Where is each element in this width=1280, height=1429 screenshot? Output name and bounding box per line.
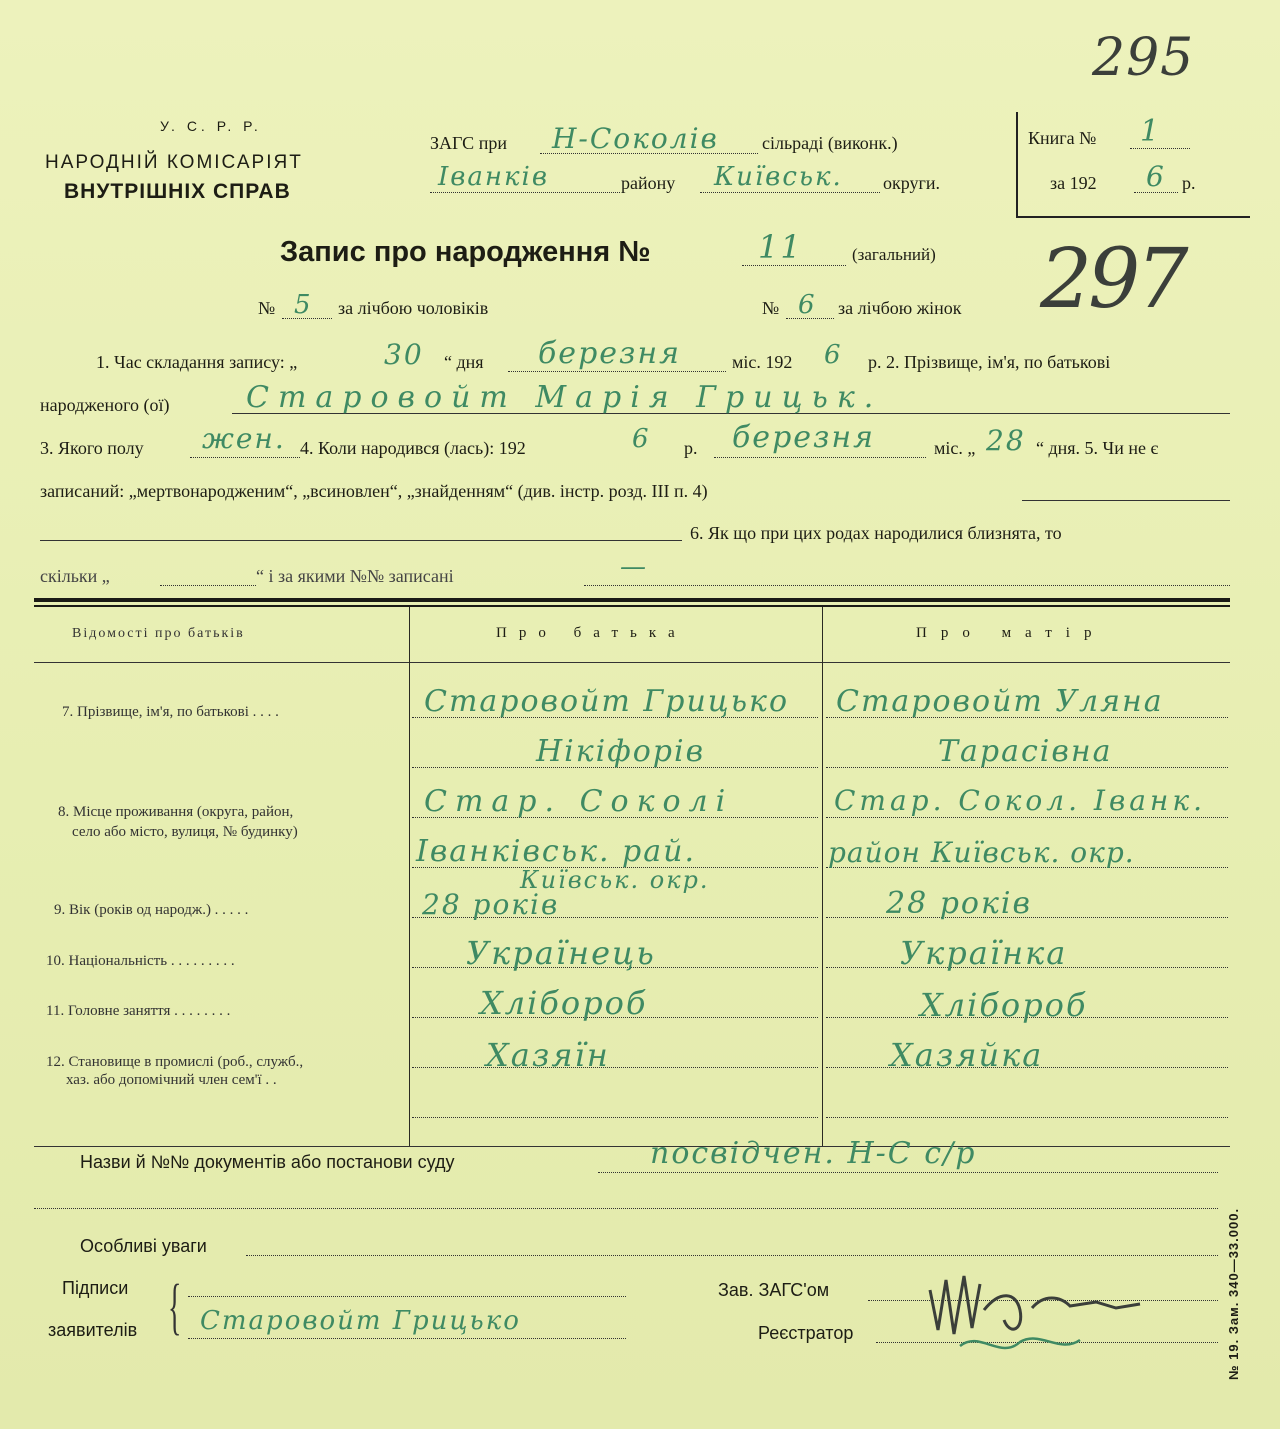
applicant-signature-handwritten: Старовойт Грицько [200,1306,521,1336]
entry-month-handwritten: березня [538,336,682,371]
men-count-handwritten: 5 [294,290,313,320]
mother-occupation-handwritten: Хлібороб [920,986,1088,1024]
entry-month-line [508,371,726,372]
record-stamp-number-handwritten: 297 [1040,232,1185,327]
special-notes-label: Особливі уваги [80,1236,207,1256]
table-top-rule [34,598,1230,602]
twins-count-line [160,585,256,586]
father-patronymic-handwritten: Нікіфорів [536,734,706,769]
official-signature-mark [920,1250,1160,1370]
book-year-handwritten: 6 [1146,160,1166,193]
newborn-label: народженого (ої) [40,395,170,415]
zags-okrug-label: округи. [883,173,941,193]
zags-council-label: сільраді (виконк.) [762,133,898,153]
mother-residence-1-handwritten: Стар. Сокол. Іванк. [834,784,1206,817]
women-count-prefix: № [762,298,780,318]
table-divider-2 [822,607,823,1147]
book-year-prefix: за 192 [1050,173,1097,193]
documents-label: Назви й №№ документів або постанови суду [80,1152,455,1172]
father-nationality-handwritten: Українець [466,934,656,972]
twins-question-label: 6. Як що при цих родах народилися близнята, то [690,523,1062,543]
birth-month-line [714,457,926,458]
men-count-prefix: № [258,298,276,318]
zags-okrug-handwritten: Київськ. [714,162,843,192]
signature-brace: { [168,1273,182,1341]
birth-year-suffix: р. [684,438,698,458]
record-title: Запис про народження № [280,236,651,268]
row-label-name: 7. Прізвище, ім'я, по батькові . . . . [62,704,279,720]
zags-district-handwritten: Іванків [438,162,550,192]
father-occupation-handwritten: Хлібороб [480,984,648,1022]
print-code: № 19. Зам. 340—33.000. [1226,1207,1241,1380]
col-info-header: Відомості про батьків [72,626,245,641]
table-top-rule-2 [34,605,1230,607]
father-line-9 [412,1117,818,1118]
zags-village-handwritten: Н-Соколів [552,122,719,155]
ministry-label: ВНУТРІШНІХ СПРАВ [64,180,291,203]
stillborn-options-label: записаний: „мертвонародженим“, „всиновлен“, „знайденням“ (див. інстр. розд. III п. 4) [40,481,708,501]
row-label-residence-2: село або місто, вулиця, № будинку) [72,824,298,840]
col-father-header: Про батька [496,625,687,641]
father-residence-2-handwritten: Іванківськ. рай. [416,834,696,869]
documents-line [598,1172,1218,1173]
applicant-signature-line-2 [188,1338,626,1339]
archive-number: 295 [1092,28,1195,88]
table-bottom-rule [34,1146,1230,1147]
applicants-label: заявителів [48,1320,138,1340]
mother-line-9 [826,1117,1228,1118]
twins-numbers-handwritten: — [620,552,648,582]
entry-date-label: 1. Час складання запису: „ [96,352,298,372]
row-label-occupation: 11. Головне заняття . . . . . . . . [46,1003,231,1019]
record-number-handwritten: 11 [758,228,803,266]
mother-patronymic-handwritten: Тарасівна [938,734,1113,769]
birth-year-handwritten: 6 [632,424,651,454]
twins-numbers-label: “ і за якими №№ записані [256,566,454,586]
signatures-label: Підписи [62,1278,129,1298]
entry-day-suffix: “ дня [444,352,484,372]
registrar-label: Реєстратор [758,1323,854,1343]
mother-line-3 [826,817,1228,818]
women-count-handwritten: 6 [798,290,817,320]
row-label-position-1: 12. Становище в промислі (роб., служб., [46,1054,304,1070]
stillborn-answer-line-2 [40,540,682,541]
father-name-handwritten: Старовойт Грицько [424,684,790,719]
mother-age-handwritten: 28 років [886,886,1032,921]
birth-day-handwritten: 28 [986,424,1026,457]
twins-numbers-line [584,585,1230,586]
newborn-name-handwritten: Старовойт Марія Грицьк. [246,380,883,415]
mother-nationality-handwritten: Українка [900,934,1068,972]
men-count-label: за лічбою чоловіків [338,298,489,318]
commissariat-label: НАРОДНІЙ КОМІСАРІЯТ [45,152,303,173]
birth-date-label: 4. Коли народився (лась): 192 [300,438,526,458]
entry-day-handwritten: 30 [384,338,424,371]
birth-day-prefix: міс. „ [934,438,976,458]
stillborn-answer-line [1022,500,1230,501]
zags-prefix: ЗАГС при [430,133,507,153]
sex-handwritten: жен. [202,422,286,455]
father-residence-3-handwritten: Київськ. окр. [520,866,710,894]
row-label-residence-1: 8. Місце проживання (округа, район, [58,804,294,820]
record-title-suffix: (загальний) [852,245,936,264]
father-age-handwritten: 28 років [422,888,560,921]
father-position-handwritten: Хазяїн [486,1036,610,1074]
zags-head-label: Зав. ЗАГС'ом [718,1280,830,1300]
row-label-nationality: 10. Національність . . . . . . . . . [46,953,235,969]
row-label-age: 9. Вік (років од народж.) . . . . . [54,902,249,918]
entry-year-label: міс. 192 [732,352,793,372]
col-mother-header: Про матір [916,625,1106,641]
twins-count-label: скільки „ [40,566,110,586]
sex-line [190,457,300,458]
stillborn-question-label: “ дня. 5. Чи не є [1036,438,1159,458]
ussr-label: У. С. Р. Р. [160,118,262,134]
father-residence-1-handwritten: Стар. Соколі [424,784,734,819]
book-number-handwritten: 1 [1140,114,1162,149]
applicant-signature-line-1 [188,1296,626,1297]
documents-handwritten: посвідчен. Н-С с/р [650,1136,977,1171]
name-field-label: р. 2. Прізвище, ім'я, по батькові [868,352,1111,372]
row-label-position-2: хаз. або допомічний член сем'ї . . [66,1072,277,1088]
zags-district-label: району [621,173,676,193]
entry-year-handwritten: 6 [824,340,843,370]
documents-line-2 [34,1208,1218,1209]
mother-name-handwritten: Старовойт Уляна [836,684,1164,719]
father-line-8 [412,1067,818,1068]
birth-month-handwritten: березня [732,420,876,455]
table-divider-1 [409,607,410,1147]
book-label: Книга № [1028,128,1097,148]
zags-okrug-line [700,192,880,193]
mother-position-handwritten: Хазяйка [890,1036,1044,1074]
women-count-label: за лічбою жінок [838,298,962,318]
table-header-rule [34,662,1230,663]
zags-district-line [430,192,620,193]
book-year-suffix: р. [1182,173,1196,193]
mother-residence-2-handwritten: район Київськ. окр. [828,836,1135,869]
sex-label: 3. Якого полу [40,438,144,458]
